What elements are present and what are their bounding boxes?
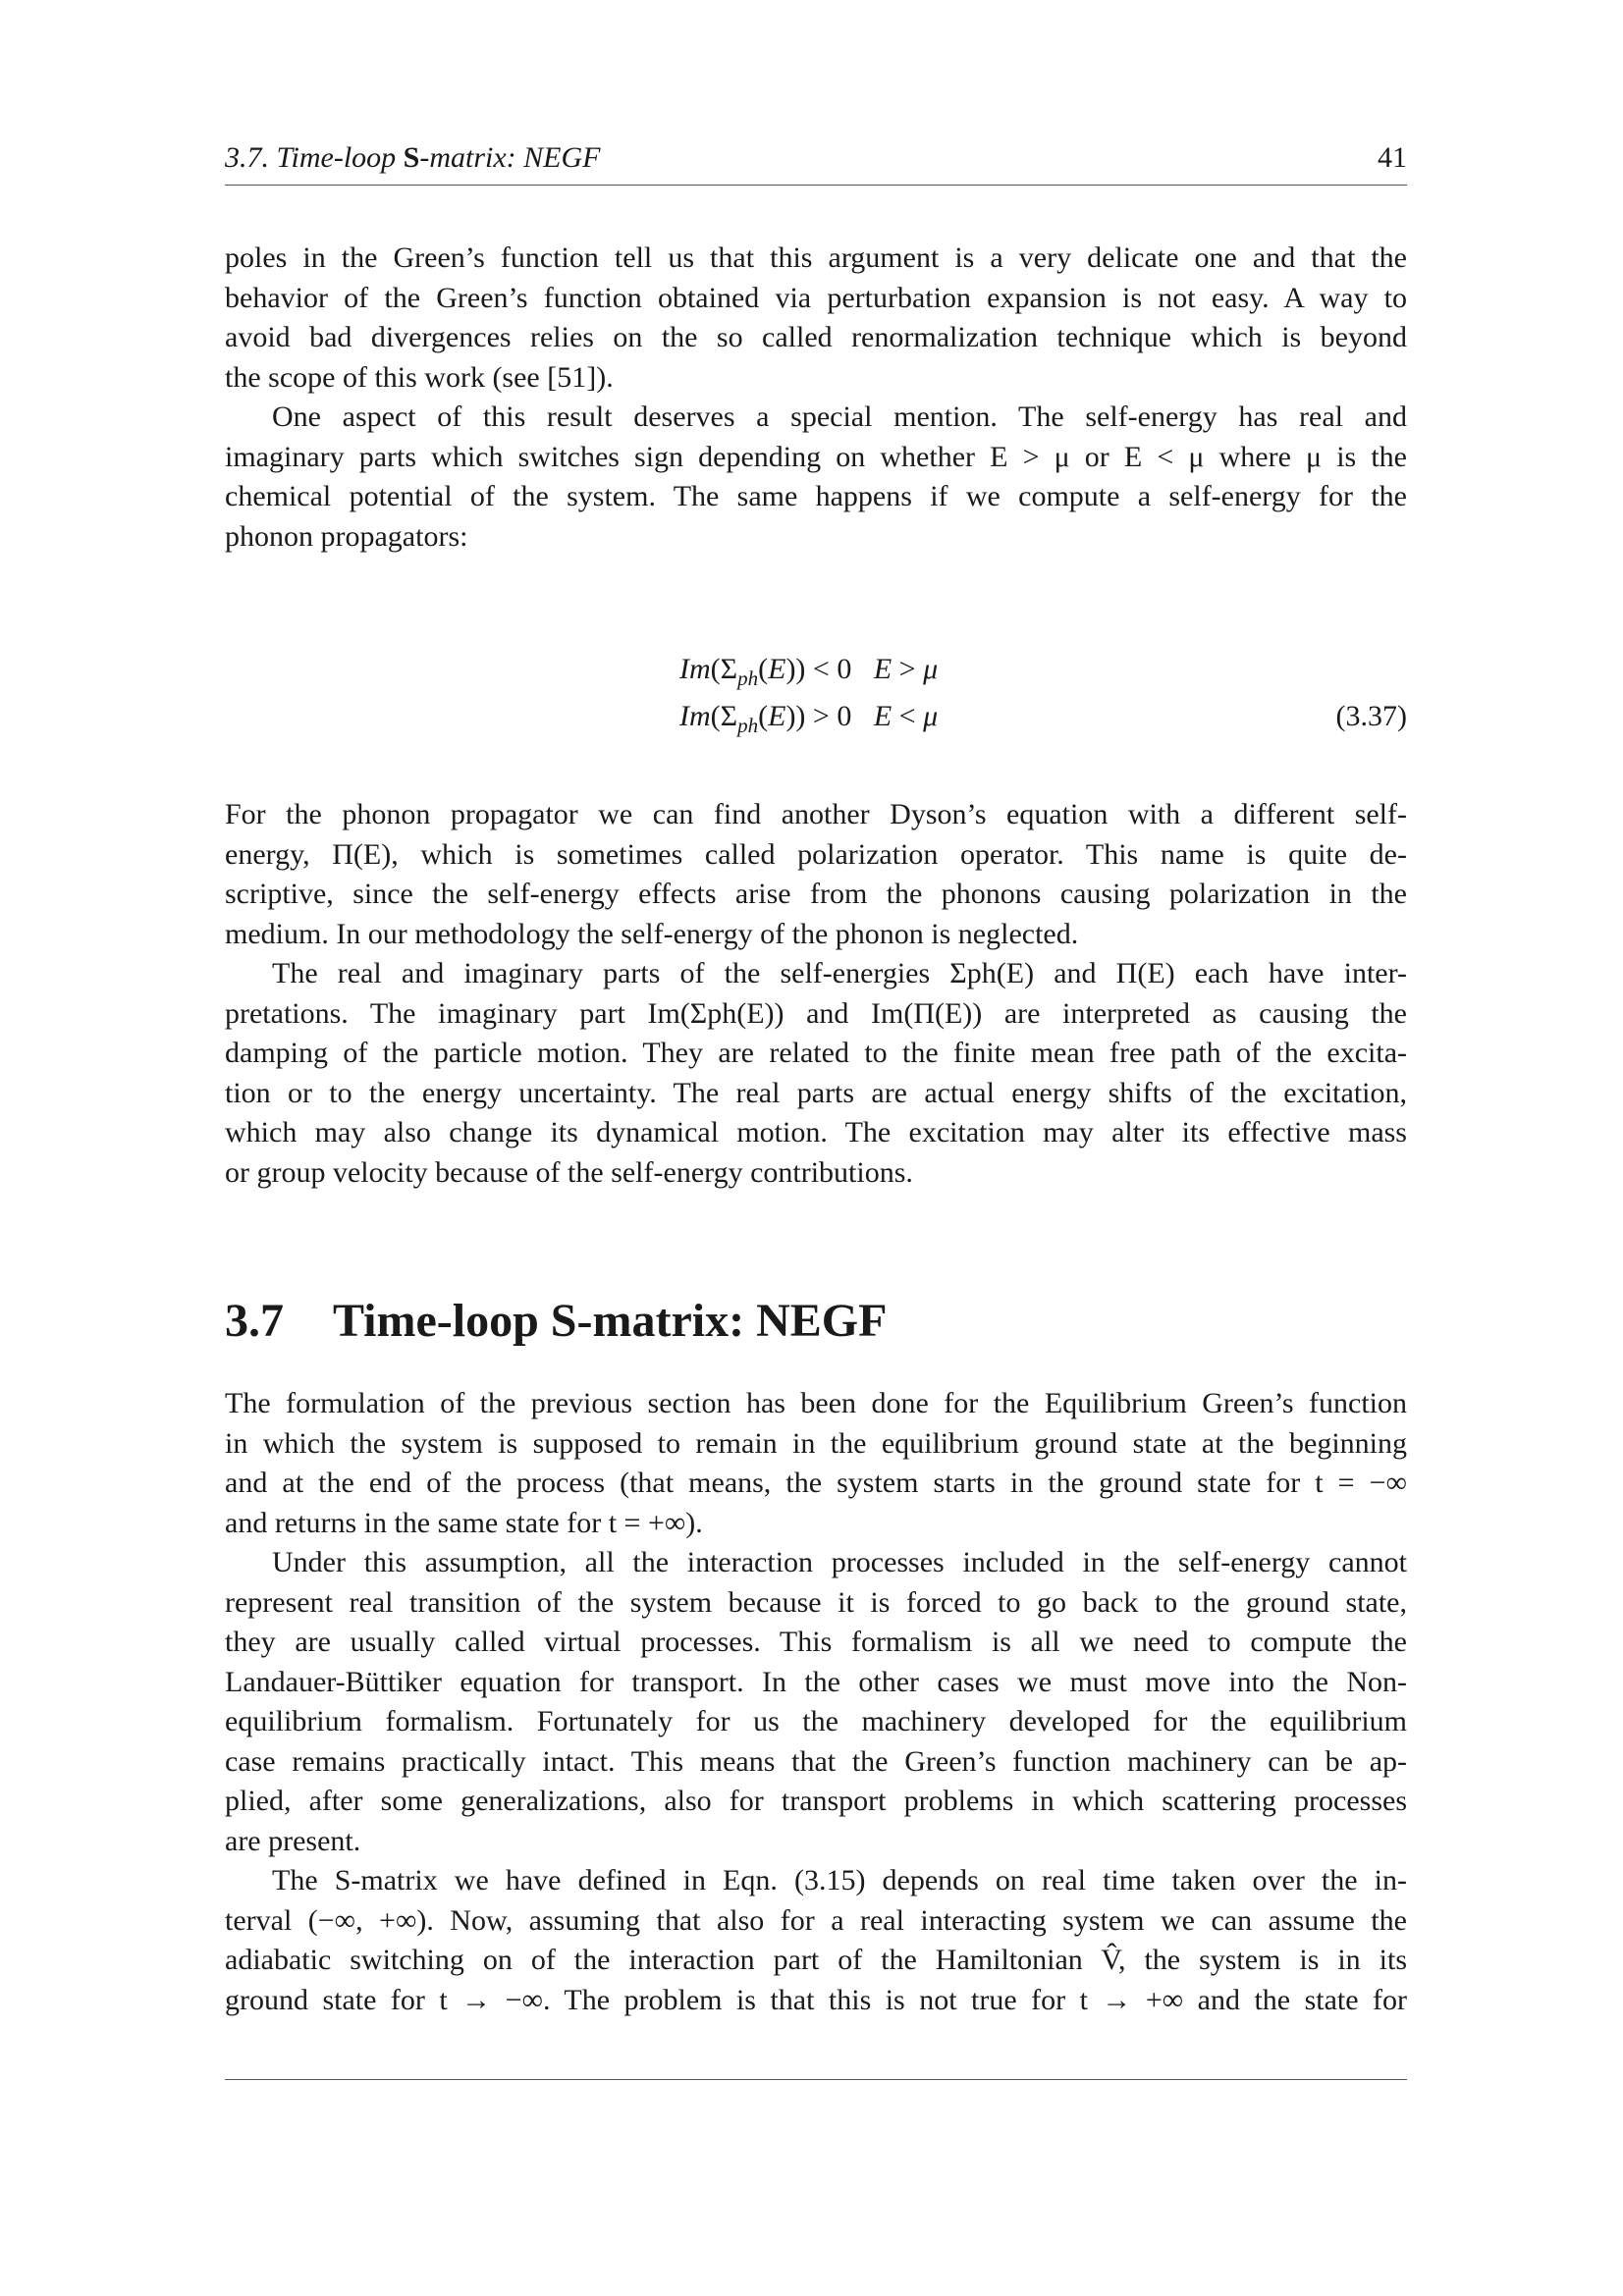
paragraph-4 xyxy=(225,954,1407,1193)
text-line: poles in the Green’s function tell us that this argument is a very delicate one and that the xyxy=(225,241,1407,274)
page-number: 41 xyxy=(1378,141,1407,174)
text-line: in which the system is supposed to remain in the equilibrium ground state at the beginning xyxy=(225,1426,1407,1460)
text-line: are present. xyxy=(225,1824,361,1857)
text-line: The real and imaginary parts of the self-energies Σph(E) and Π(E) each have inter- xyxy=(272,957,1407,989)
footer-rule xyxy=(225,2079,1407,2080)
text-line: tion or to the energy uncertainty. The real parts are actual energy shifts of the excitation, xyxy=(225,1076,1407,1109)
text-line: The formulation of the previous section has been done for the Equilibrium Green’s function xyxy=(225,1387,1407,1419)
text-line: the scope of this work (see [51]). xyxy=(225,360,614,394)
text-line: phonon propagators: xyxy=(225,519,468,553)
text-line: represent real transition of the system because it is forced to go back to the ground state, xyxy=(225,1585,1407,1619)
text-line: or group velocity because of the self-energy contributions. xyxy=(225,1155,913,1189)
equation-number: (3.37) xyxy=(1335,700,1407,732)
paragraph-2 xyxy=(225,398,1407,557)
text-line: For the phonon propagator we can find another Dyson’s equation with a different self- xyxy=(225,798,1407,830)
section-number: 3.7 xyxy=(225,1295,284,1347)
text-line: ground state for t → −∞. The problem is that this is not true for t → +∞ and the state for xyxy=(225,1983,1407,2016)
equation-line-2: $Im(\Sigma_{ph}(E)) > 0$ E < μ xyxy=(679,700,939,737)
text-line: which may also change its dynamical motion. The excitation may alter its effective mass xyxy=(225,1116,1407,1148)
text-line: scriptive, since the self-energy effects arise from the phonons causing polarization in the xyxy=(225,878,1407,910)
text-line: terval (−∞, +∞). Now, assuming that also for a real interacting system we can assume the xyxy=(225,1903,1407,1937)
running-title: 3.7. Time-loop S-matrix: NEGF xyxy=(225,141,601,174)
paragraph-1 xyxy=(225,239,1407,398)
text-line: equilibrium formalism. Fortunately for us the machinery developed for the equilibrium xyxy=(225,1705,1407,1737)
text-line: medium. In our methodology the self-energy of the phonon is neglected. xyxy=(225,917,1079,950)
text-line: damping of the particle motion. They are related to the finite mean free path of the excita- xyxy=(225,1037,1407,1069)
text-line: adiabatic switching on of the interaction part of the Hamiltonian V̂, the system is in its xyxy=(225,1944,1407,1976)
text-line: energy, Π(E), which is sometimes called polarization operator. This name is quite de- xyxy=(225,837,1407,871)
paragraph-6 xyxy=(225,1543,1407,1861)
text-line: Landauer-Büttiker equation for transport. In the other cases we must move into the Non- xyxy=(225,1665,1407,1698)
text-line: and at the end of the process (that means, the system starts in the ground state for t = −∞ xyxy=(225,1467,1407,1499)
running-header xyxy=(225,141,1407,186)
text-line: imaginary parts which switches sign depending on whether E > μ or E < μ where μ is the xyxy=(225,440,1407,473)
section-title: Time-loop S-matrix: NEGF xyxy=(333,1295,888,1347)
text-line: plied, after some generalizations, also for transport problems in which scattering processes xyxy=(225,1785,1407,1817)
text-line: avoid bad divergences relies on the so called renormalization technique which is beyond xyxy=(225,321,1407,353)
text-line: The S-matrix we have defined in Eqn. (3.15) depends on real time taken over the in- xyxy=(272,1864,1407,1896)
paragraph-5 xyxy=(225,1384,1407,1543)
paragraph-7 xyxy=(225,1861,1407,2020)
text-line: One aspect of this result deserves a special mention. The self-energy has real and xyxy=(272,400,1407,433)
text-line: and returns in the same state for t = +∞). xyxy=(225,1506,703,1539)
text-line: pretations. The imaginary part Im(Σph(E)) and Im(Π(E)) are interpreted as causing the xyxy=(225,996,1407,1030)
paragraph-3 xyxy=(225,795,1407,954)
section-heading xyxy=(225,1294,887,1348)
text-line: case remains practically intact. This means that the Green’s function machinery can be ap- xyxy=(225,1744,1407,1778)
text-line: chemical potential of the system. The same happens if we compute a self-energy for the xyxy=(225,480,1407,512)
text-line: Under this assumption, all the interaction processes included in the self-energy cannot xyxy=(272,1546,1407,1578)
equation-line-1: $Im(\Sigma_{ph}(E)) < 0$ E > μ xyxy=(679,653,939,690)
text-line: they are usually called virtual processes. This formalism is all we need to compute the xyxy=(225,1626,1407,1658)
text-line: behavior of the Green’s function obtained via perturbation expansion is not easy. A way to xyxy=(225,281,1407,314)
